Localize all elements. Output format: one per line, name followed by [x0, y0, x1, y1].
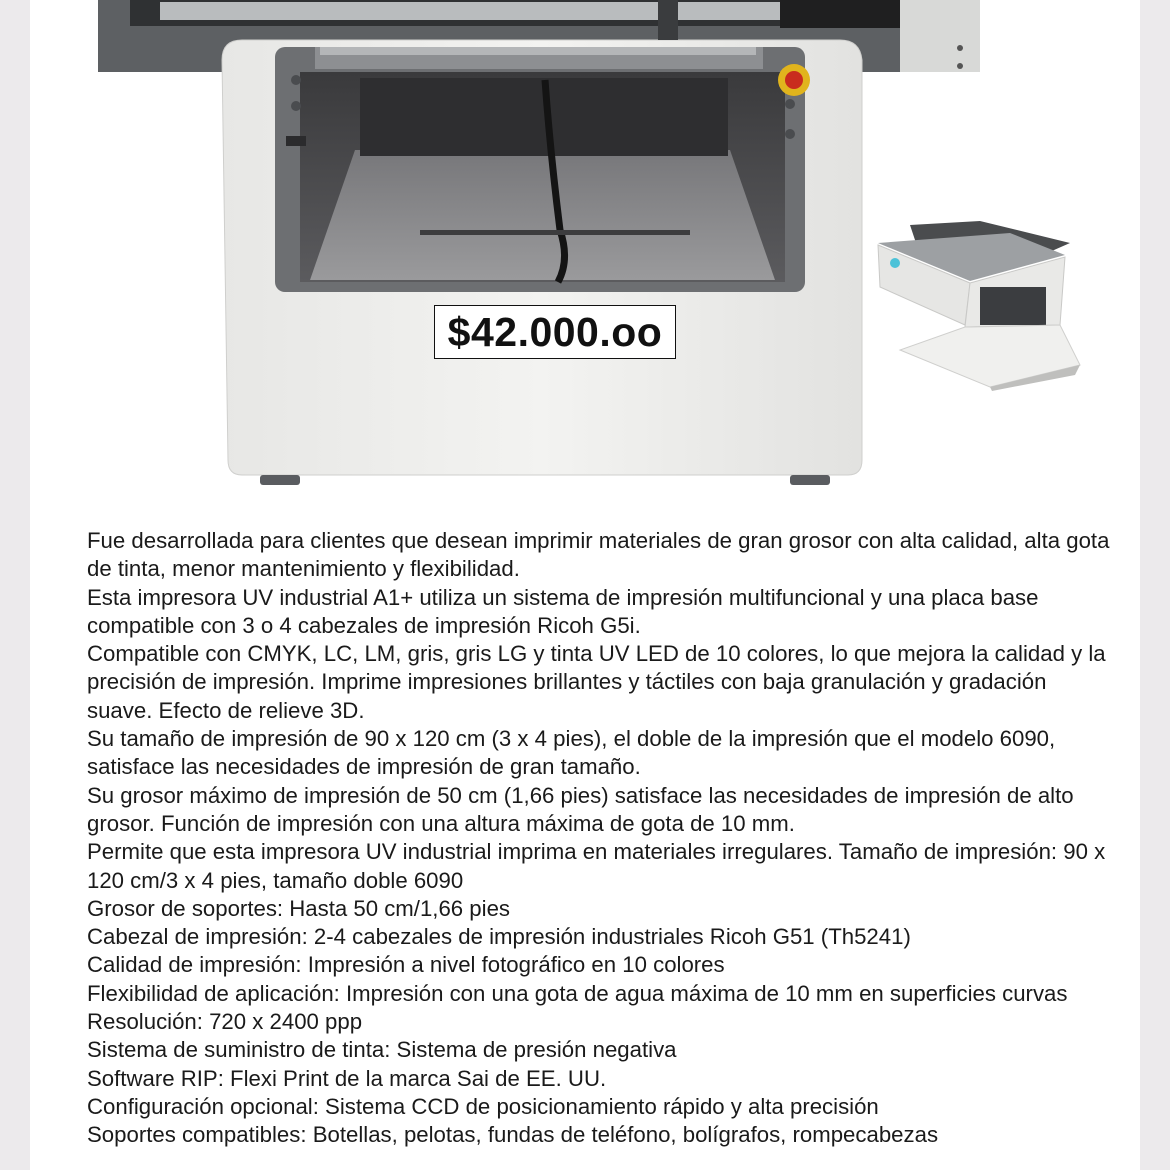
spec-resolution: Resolución: 720 x 2400 ppp	[87, 1009, 363, 1035]
spec-quality: Calidad de impresión: Impresión a nivel fotográfico en 10 colores	[87, 952, 725, 978]
description-paragraph: Esta impresora UV industrial A1+ utiliza un sistema de impresión multifuncional y una placa base compatible con 3 o 4 cabezales de impresión Ricoh G5i.	[87, 584, 1039, 638]
spec-rip-software: Software RIP: Flexi Print de la marca Sai de EE. UU.	[87, 1065, 607, 1091]
description-paragraph: Su tamaño de impresión de 90 x 120 cm (3 x 4 pies), el doble de la impresión que el modelo 6090, satisface las necesidades de impresión de gran tamaño.	[87, 726, 1056, 780]
description-paragraph: Su grosor máximo de impresión de 50 cm (1,66 pies) satisface las necesidades de impresión de alto grosor. Función de impresión con una altura máxima de gota de 10 mm.	[87, 782, 1074, 836]
description-paragraph: Fue desarrollada para clientes que desean imprimir materiales de gran grosor con alta calidad, alta gota de tinta, menor mantenimiento y flexibilidad.	[87, 528, 1110, 582]
spec-printhead: Cabezal de impresión: 2-4 cabezales de impresión industriales Ricoh G51 (Th5241)	[87, 924, 911, 950]
description-paragraph: Permite que esta impresora UV industrial imprima en materiales irregulares. Tamaño de impresión: 90 x 120 cm/3 x 4 pies, tamaño doble 6090	[87, 839, 1106, 893]
spec-thickness: Grosor de soportes: Hasta 50 cm/1,66 pies	[87, 895, 511, 921]
product-page	[30, 0, 1140, 1170]
price-tag: $42.000.oo	[434, 305, 676, 359]
spec-flexibility: Flexibilidad de aplicación: Impresión con una gota de agua máxima de 10 mm en superficies curvas	[87, 980, 1068, 1006]
spec-optional-config: Configuración opcional: Sistema CCD de posicionamiento rápido y alta precisión	[87, 1093, 879, 1119]
spec-ink-supply: Sistema de suministro de tinta: Sistema de presión negativa	[87, 1037, 677, 1063]
description-paragraph: Compatible con CMYK, LC, LM, gris, gris LG y tinta UV LED de 10 colores, lo que mejora la calidad y la precisión de impresión. Imprime impresiones brillantes y táctiles con baja granulación y gradación suave. Efecto de relieve 3D.	[87, 641, 1106, 723]
printer-photo	[30, 0, 1140, 500]
spec-compatible-media: Soportes compatibles: Botellas, pelotas, fundas de teléfono, bolígrafos, rompecabezas	[87, 1122, 939, 1148]
product-description	[87, 527, 1117, 1150]
